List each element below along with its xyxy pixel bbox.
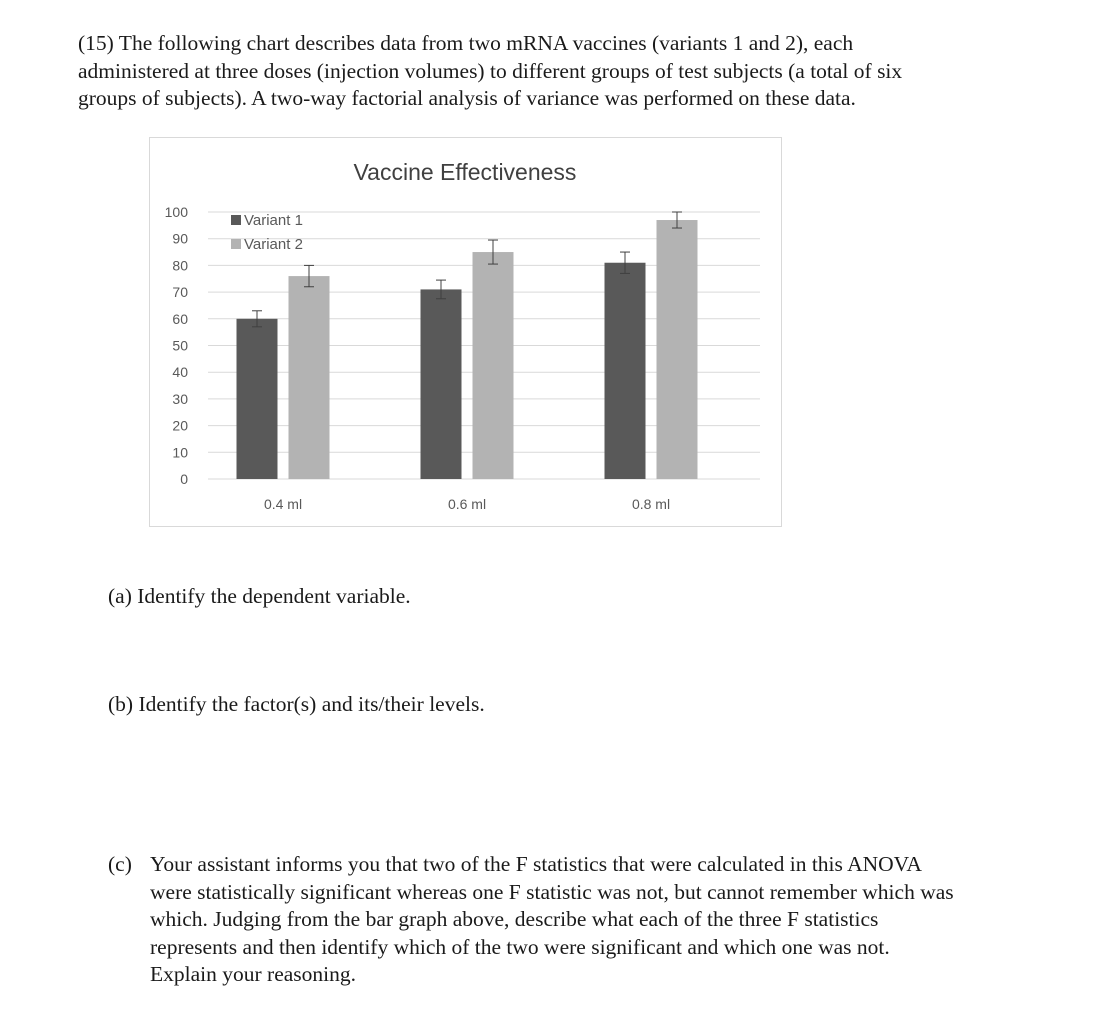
y-tick-label: 60 [172,310,188,327]
bar-variant-2-0.4-ml [289,276,330,479]
chart-svg [150,138,781,526]
question-c-line: represents and then identify which of the two were significant and which one was not. [150,934,890,959]
y-tick-label: 20 [172,417,188,434]
chart-title: Vaccine Effectiveness [353,159,577,185]
bar-variant-1-0.8-ml [605,263,646,479]
legend-label: Variant 2 [244,236,303,253]
legend-label: Variant 1 [244,212,303,229]
y-tick-label: 90 [172,230,188,247]
intro-line: groups of subjects). A two-way factorial analysis of variance was performed on these data. [78,86,856,110]
bar-variant-1-0.6-ml [421,289,462,479]
intro-line: administered at three doses (injection volumes) to different groups of test subjects (a total of six [78,58,903,83]
question-c-line: were statistically significant whereas one F statistic was not, but cannot remember which was [150,879,954,904]
question-c-label: (c) [108,852,132,876]
question-c-body [150,851,954,989]
y-tick-label: 40 [172,364,188,381]
bar-variant-1-0.4-ml [237,319,278,479]
y-tick-label: 70 [172,284,188,301]
y-tick-label: 100 [164,204,188,220]
legend-swatch [231,239,241,249]
bar-variant-2-0.6-ml [473,252,514,479]
question-c-line: Your assistant informs you that two of the F statistics that were calculated in this ANOVA [150,852,922,876]
y-tick-label: 0 [180,471,188,487]
intro-paragraph [78,30,1078,113]
y-tick-label: 30 [172,390,188,407]
y-tick-label: 10 [172,444,188,461]
question-c-line: Explain your reasoning. [150,962,356,986]
legend-swatch [231,215,241,225]
bar-variant-2-0.8-ml [657,220,698,479]
y-tick-label: 80 [172,257,188,274]
x-tick-label: 0.8 ml [631,496,671,512]
x-tick-label: 0.6 ml [447,496,487,512]
intro-line: (15) The following chart describes data from two mRNA vaccines (variants 1 and 2), each [78,31,854,55]
question-b: (b) Identify the factor(s) and its/their levels. [108,692,485,716]
vaccine-chart [149,137,782,527]
question-a: (a) Identify the dependent variable. [108,584,411,608]
y-tick-label: 50 [172,337,188,354]
question-c-line: which. Judging from the bar graph above, describe what each of the three F statistics [150,907,879,931]
x-tick-label: 0.4 ml [263,496,303,512]
